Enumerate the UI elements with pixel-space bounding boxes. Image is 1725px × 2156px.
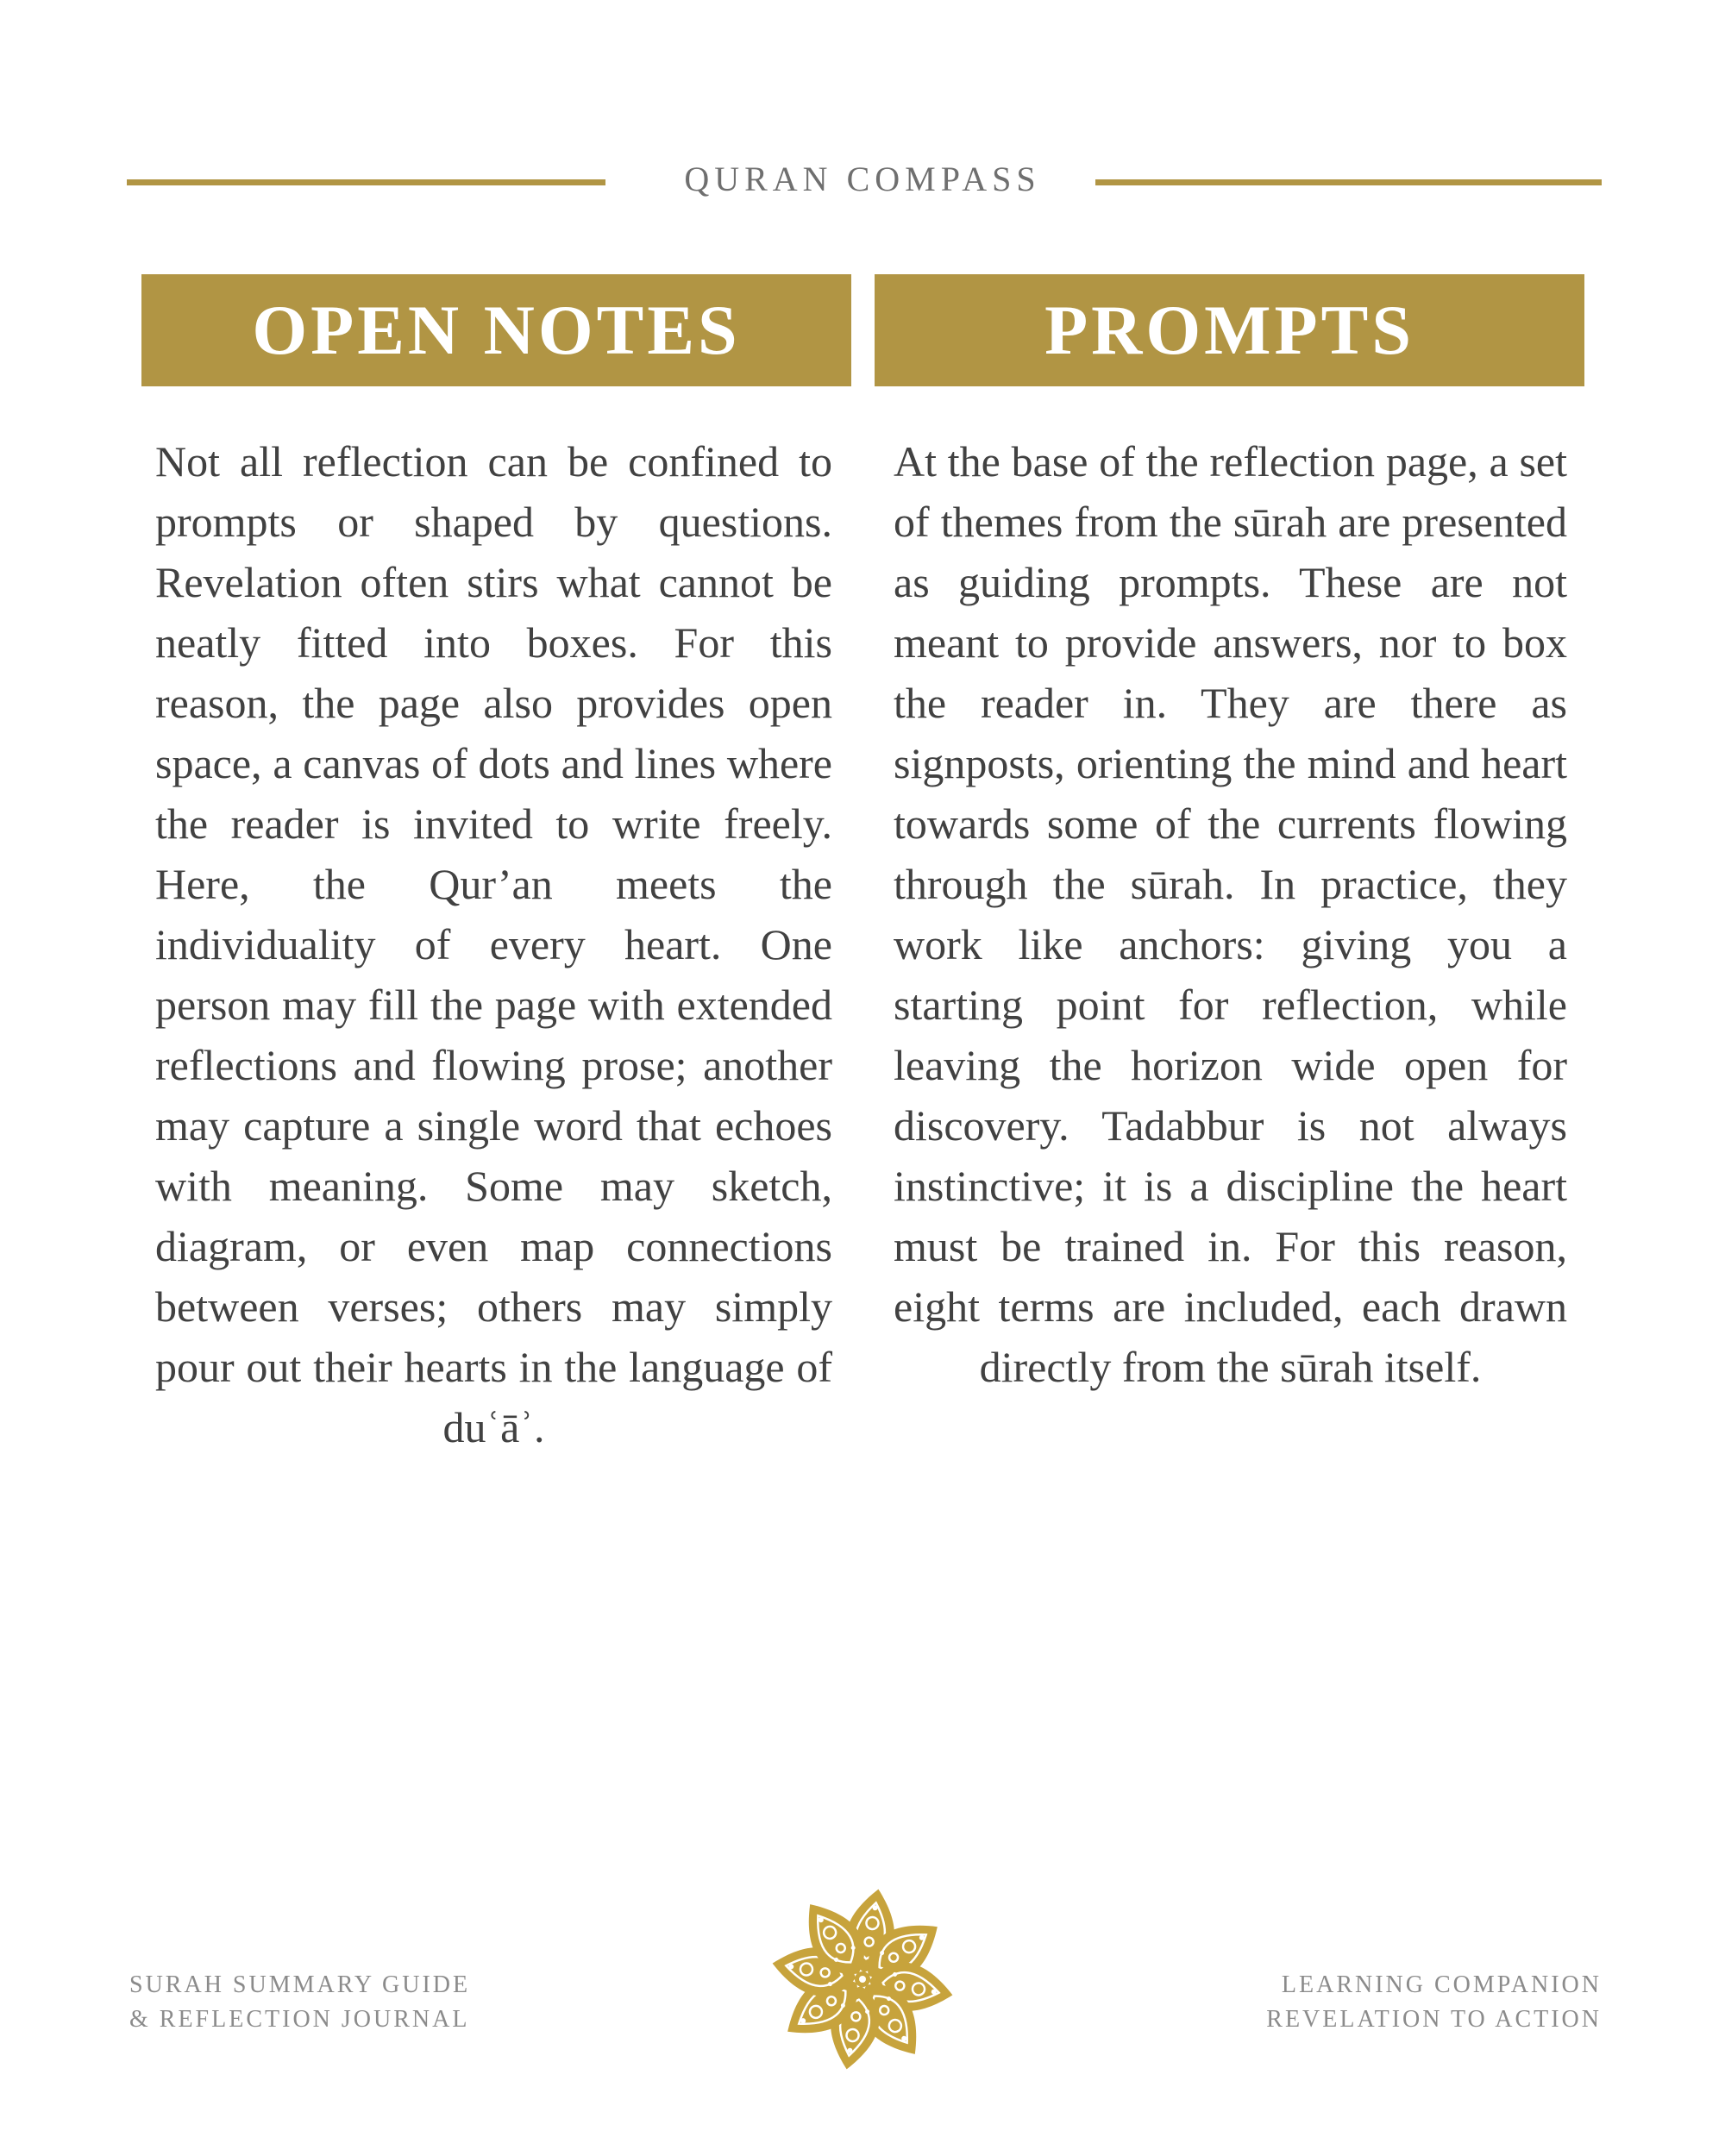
brand-title: QURAN COMPASS [684, 160, 1041, 198]
footer-right-text [1266, 1968, 1602, 2037]
open-notes-banner [141, 274, 851, 386]
prompts-paragraph: At the base of the reflection page, a set of themes from the sūrah are presented as guiding prompts. These are not meant to provide answers, nor to box the reader in. They are there as signposts, orienting the mind and heart towards some of the currents flowing through the sūrah. In practice, they work like anchors: giving you a starting point for reflection, while leaving the horizon wide open for discovery. Tadabbur is not always instinctive; it is a discipline the heart must be trained in. For this reason, eight terms are included, each drawn directly from the sūrah itself. [894, 437, 1567, 1391]
footer-right-line2: REVELATION TO ACTION [1266, 2006, 1602, 2033]
open-notes-paragraph: Not all reflection can be confined to prompts or shaped by questions. Revelation often stirs what cannot be neatly fitted into boxes. For this reason, the page also provides open space, a canvas of dots and lines where the reader is invited to write freely. Here, the Qur’an meets the individuality of every heart. One person may fill the page with extended reflections and flowing prose; another may capture a single word that echoes with meaning. Some may sketch, diagram, or even map connections between verses; others may simply pour out their hearts in the language of duʿāʾ. [155, 437, 832, 1451]
lotus-mandala-icon [768, 1880, 957, 2078]
prompts-title: PROMPTS [1044, 291, 1414, 369]
footer-left-line2: & REFLECTION JOURNAL [129, 2006, 470, 2033]
prompts-banner [875, 274, 1584, 386]
footer-right-line1: LEARNING COMPANION [1281, 1971, 1602, 1998]
footer-left-text [129, 1968, 470, 2037]
header-rule-right [1095, 179, 1602, 185]
open-notes-title: OPEN NOTES [252, 291, 741, 369]
footer-left-line1: SURAH SUMMARY GUIDE [129, 1971, 471, 1998]
